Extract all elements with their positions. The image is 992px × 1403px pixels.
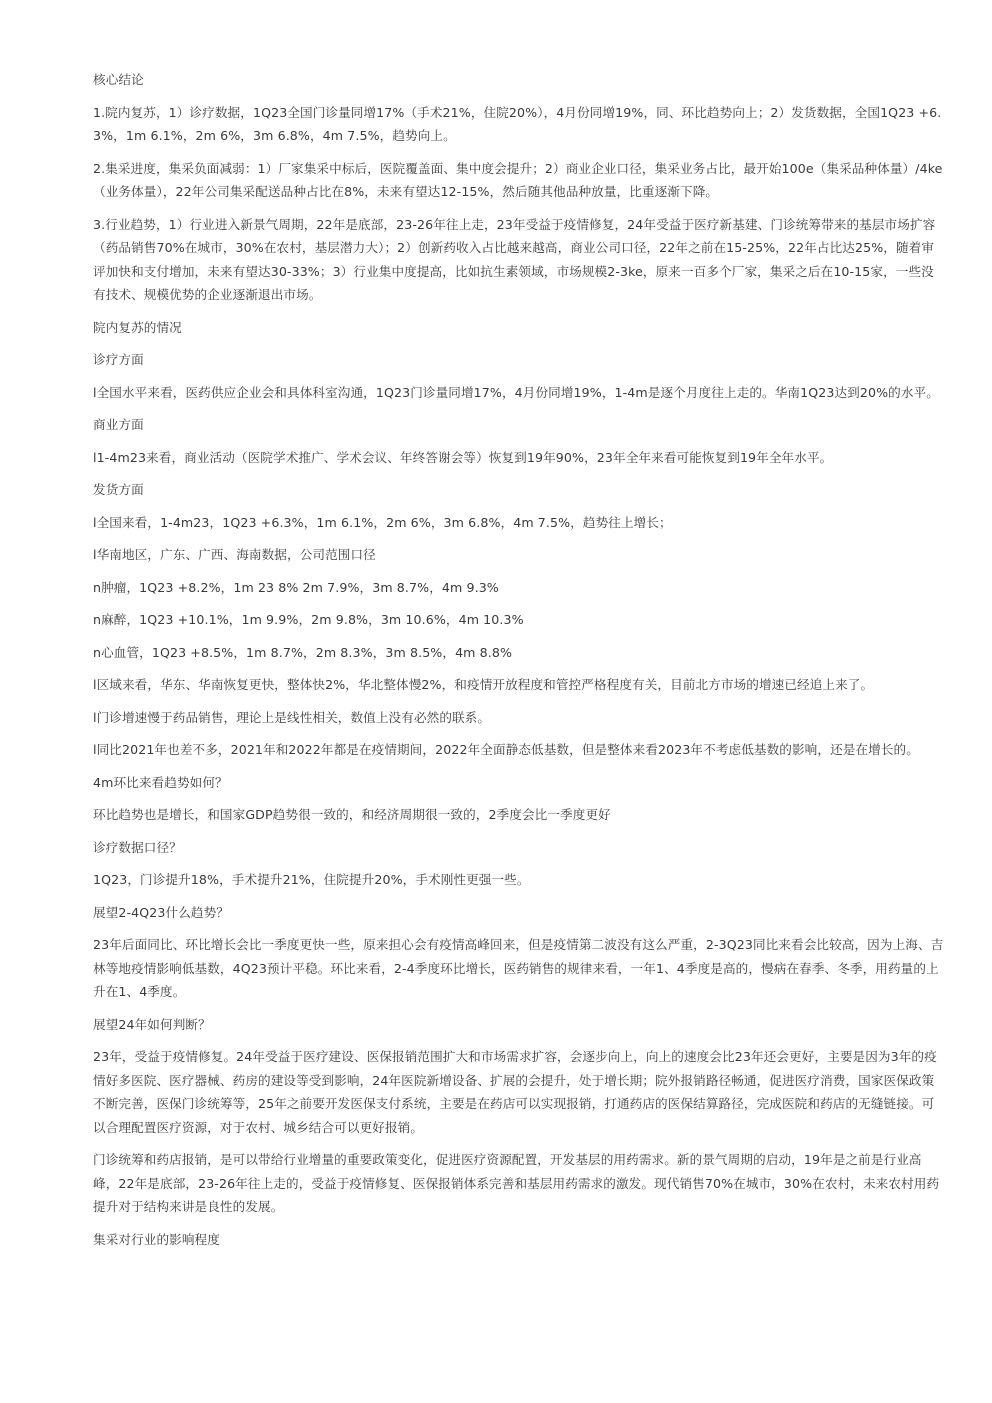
document-body <box>93 68 945 1260</box>
heading-shipments: 发货方面 <box>93 482 144 497</box>
heading-procurement-impact: 集采对行业的影响程度 <box>93 1231 220 1247</box>
heading-diagnosis: 诊疗方面 <box>93 352 144 367</box>
answer-mom-trend: 环比趋势也是增长，和国家GDP趋势很一致的，和经济周期很一致的，2季度会比一季度更好 <box>93 807 611 822</box>
question-outlook-24: 展望24年如何判断？ <box>93 1016 211 1032</box>
paragraph-hospital-recovery: 1.院内复苏，1）诊疗数据，1Q23全国门诊量同增17%（手术21%，住院20%），4月份同增19%，同、环比趋势向上；2）发货数据，全国1Q23 +6.3%，1m 6.1%，2m 6%，3m 6.8%，4m 7.5%，趋势向上。 <box>93 104 942 143</box>
paragraph-industry-trend: 3.行业趋势，1）行业进入新景气周期，22年是底部，23-26年往上走，23年受益于疫情修复，24年受益于医疗新基建、门诊统筹带来的基层市场扩容（药品销售70%在城市，30%在农村，基层潜力大）；2）创新药收入占比越来越高，商业公司口径，22年之前在15-25%，22年占比达25%，随着审评加快和支付增加，未来有望达30-33%；3）行业集中度提高，比如抗生素领域，市场规模2-3ke，原来一百多个厂家，集采之后在10-15家，一些没有技术、规模优势的企业逐渐退出市场。 <box>93 216 936 302</box>
question-outlook-2-4q23: 展望2-4Q23什么趋势？ <box>93 904 229 920</box>
paragraph-anesthesia: n麻醉，1Q23 +10.1%，1m 9.9%，2m 9.8%，3m 10.6%，4m 10.3% <box>93 612 524 627</box>
paragraph-diagnosis-national: l全国水平来看，医药供应企业会和具体科室沟通，1Q23门诊量同增17%，4月份同增19%，1-4m是逐个月度往上走的。华南1Q23达到20%的水平。 <box>93 384 939 400</box>
answer-diagnosis-caliber: 1Q23，门诊提升18%，手术提升21%，住院提升20%，手术刚性更强一些。 <box>93 872 530 887</box>
paragraph-oncology: n肿瘤，1Q23 +8.2%，1m 23 8% 2m 7.9%，3m 8.7%，4m 9.3% <box>93 579 499 595</box>
paragraph-regional: l区域来看，华东、华南恢复更快，整体快2%，华北整体慢2%，和疫情开放程度和管控严格程度有关，目前北方市场的增速已经追上来了。 <box>93 677 874 692</box>
heading-core-conclusion: 核心结论 <box>93 72 144 87</box>
heading-commercial: 商业方面 <box>93 417 144 432</box>
paragraph-procurement-progress: 2.集采进度，集采负面减弱：1）厂家集采中标后，医院覆盖面、集中度会提升；2）商业企业口径，集采业务占比，最开始100e（集采品种体量）/4ke（业务体量），22年公司集采配送品种占比在8%，未来有望达12-15%，然后随其他品种放量，比重逐渐下降。 <box>93 160 943 199</box>
paragraph-outpatient-pooling: 门诊统筹和药店报销，是可以带给行业增量的重要政策变化，促进医疗资源配置，开发基层的用药需求。新的景气周期的启动，19年是之前是行业高峰，22年是底部，23-26年往上走的，受益于疫情修复、医保报销体系完善和基层用药需求的激发。现代销售70%在城市，30%在农村，未来农村用药提升对于结构来讲是良性的发展。 <box>93 1152 940 1214</box>
paragraph-outpatient-growth: l门诊增速慢于药品销售，理论上是线性相关，数值上没有必然的联系。 <box>93 709 491 725</box>
answer-outlook-2-4q23: 23年后面同比、环比增长会比一季度更快一些，原来担心会有疫情高峰回来，但是疫情第二波没有这么严重，2-3Q23同比来看会比较高，因为上海、吉林等地疫情影响低基数，4Q23预计平稳。环比来看，2-4季度环比增长，医药销售的规律来看，一年1、4季度是高的，慢病在春季、冬季，用药量的上升在1、4季度。 <box>93 937 944 999</box>
paragraph-south-china: l华南地区，广东、广西、海南数据，公司范围口径 <box>93 547 376 562</box>
paragraph-yoy-2021: l同比2021年也差不多，2021年和2022年都是在疫情期间，2022年全面静态低基数，但是整体来看2023年不考虑低基数的影响，还是在增长的。 <box>93 742 919 757</box>
question-mom-trend: 4m环比来看趋势如何？ <box>93 774 228 790</box>
heading-recovery-situation: 院内复苏的情况 <box>93 319 182 335</box>
paragraph-cardiovascular: n心血管，1Q23 +8.5%，1m 8.7%，2m 8.3%，3m 8.5%，4m 8.8% <box>93 644 513 660</box>
paragraph-shipments-national: l全国来看，1-4m23，1Q23 +6.3%，1m 6.1%，2m 6%，3m 6.8%，4m 7.5%，趋势往上增长； <box>93 514 672 530</box>
paragraph-commercial-activity: l1-4m23来看，商业活动（医院学术推广、学术会议、年终答谢会等）恢复到19年90%，23年全年来看可能恢复到19年全年水平。 <box>93 449 833 465</box>
question-diagnosis-caliber: 诊疗数据口径？ <box>93 839 182 855</box>
answer-outlook-24: 23年，受益于疫情修复。24年受益于医疗建设、医保报销范围扩大和市场需求扩容，会逐步向上，向上的速度会比23年还会更好，主要是因为3年的疫情好多医院、医疗器械、药房的建设等受到影响，24年医院新增设备、扩展的会提升，处于增长期；院外报销路径畅通，促进医疗消费，国家医保政策不断完善，医保门诊统筹等，25年之前要开发医保支付系统，主要是在药店可以实现报销，打通药店的医保结算路径，完成医院和药店的无缝链接。可以合理配置医疗资源，对于农村、城乡结合可以更好报销。 <box>93 1049 937 1135</box>
